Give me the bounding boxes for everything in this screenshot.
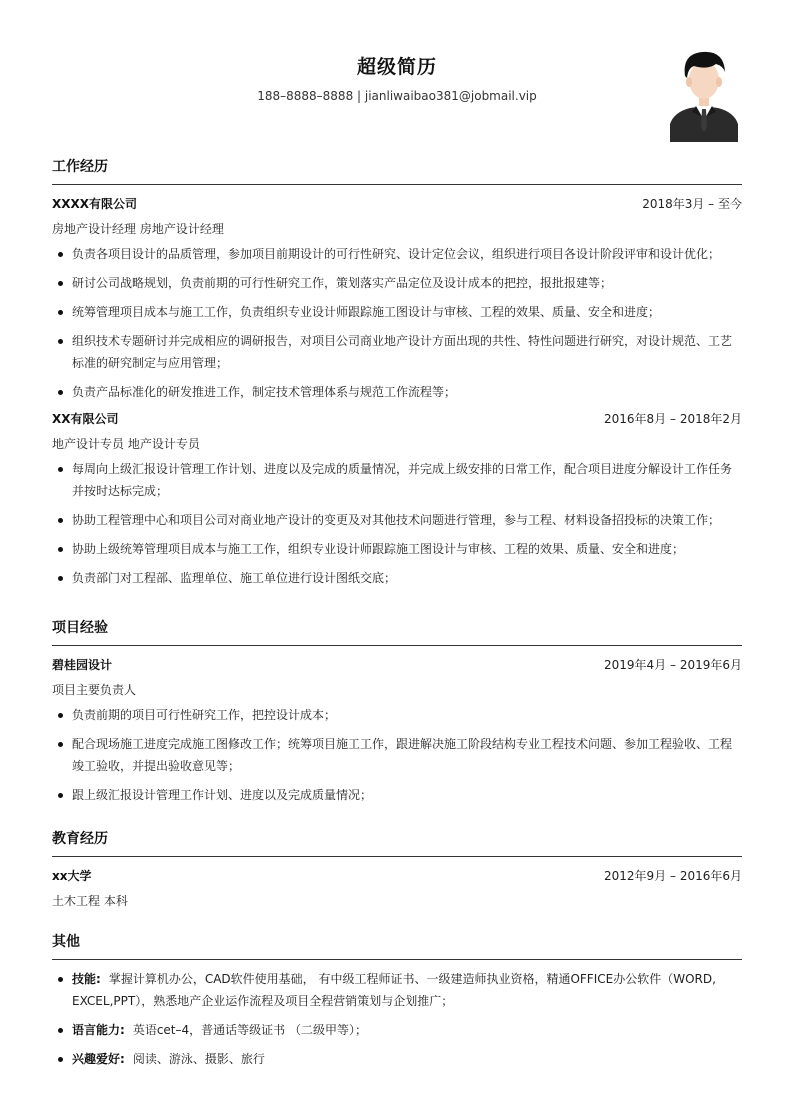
item-text: 阅读、游泳、摄影、旅行 bbox=[132, 1052, 265, 1066]
work-entry bbox=[52, 195, 742, 403]
list-item: 配合现场施工进度完成施工图修改工作；统筹项目施工工作，跟进解决施工阶段结构专业工程技术问题、参加工程验收、工程竣工验收，并提出验收意见等； bbox=[52, 733, 742, 777]
duty-list bbox=[52, 458, 742, 589]
section-title-education: 教育经历 bbox=[52, 828, 742, 857]
date-range: 2019年4月 – 2019年6月 bbox=[604, 658, 742, 672]
list-item: 协助上级统筹管理项目成本与施工工作，组织专业设计师跟踪施工图设计与审核、工程的效果、质量、安全和进度； bbox=[52, 538, 742, 560]
list-item bbox=[52, 1048, 742, 1070]
section-title-other: 其他 bbox=[52, 931, 742, 960]
work-section bbox=[52, 156, 742, 596]
list-item: 协助工程管理中心和项目公司对商业地产设计的变更及对其他技术问题进行管理，参与工程、材料设备招投标的决策工作； bbox=[52, 509, 742, 531]
duty-list bbox=[52, 243, 742, 403]
item-label: 语言能力: bbox=[72, 1023, 125, 1037]
project-entry bbox=[52, 656, 742, 806]
list-item: 统筹管理项目成本与施工工作，负责组织专业设计师跟踪施工图设计与审核、工程的效果、质量、安全和进度； bbox=[52, 301, 742, 323]
job-title: 房地产设计经理 房地产设计经理 bbox=[52, 222, 224, 236]
resume-name: 超级简历 bbox=[356, 56, 437, 78]
list-item: 组织技术专题研讨并完成相应的调研报告，对项目公司商业地产设计方面出现的共性、特性问题进行研究，对设计规范、工艺标准的研究制定与应用管理； bbox=[52, 330, 742, 374]
list-item bbox=[52, 1019, 742, 1041]
date-range: 2016年8月 – 2018年2月 bbox=[604, 412, 742, 426]
avatar bbox=[668, 46, 740, 142]
item-text: 掌握计算机办公，CAD软件使用基础， 有中级工程师证书、一级建造师执业资格，精通OFFICE办公软件（WORD, EXCEL,PPT），熟悉地产企业运作流程及项目全程营销策划与企划推广； bbox=[72, 972, 716, 1008]
person-avatar-icon bbox=[668, 46, 740, 142]
section-title-work: 工作经历 bbox=[52, 156, 742, 185]
project-section bbox=[52, 617, 742, 813]
school-name: xx大学 bbox=[52, 869, 92, 883]
company-name: XX有限公司 bbox=[52, 412, 119, 426]
contact-info: 188–8888–8888 | jianliwaibao381@jobmail.vip bbox=[257, 89, 537, 103]
list-item: 每周向上级汇报设计管理工作计划、进度以及完成的质量情况，并完成上级安排的日常工作，配合项目进度分解设计工作任务并按时达标完成； bbox=[52, 458, 742, 502]
list-item: 跟上级汇报设计管理工作计划、进度以及完成质量情况； bbox=[52, 784, 742, 806]
other-section bbox=[52, 931, 742, 1077]
education-section bbox=[52, 828, 742, 909]
item-label: 技能: bbox=[72, 972, 101, 986]
list-item bbox=[52, 968, 742, 1012]
section-title-project: 项目经验 bbox=[52, 617, 742, 646]
list-item: 负责前期的项目可行性研究工作，把控设计成本； bbox=[52, 704, 742, 726]
list-item: 负责部门对工程部、监理单位、施工单位进行设计图纸交底； bbox=[52, 567, 742, 589]
item-text: 英语cet–4，普通话等级证书 （二级甲等）； bbox=[132, 1023, 367, 1037]
date-range: 2012年9月 – 2016年6月 bbox=[604, 869, 742, 883]
date-range: 2018年3月 – 至今 bbox=[642, 197, 742, 211]
project-role: 项目主要负责人 bbox=[52, 683, 137, 697]
item-label: 兴趣爱好: bbox=[72, 1052, 125, 1066]
duty-list bbox=[52, 704, 742, 806]
work-entry bbox=[52, 410, 742, 589]
company-name: XXXX有限公司 bbox=[52, 197, 138, 211]
job-title: 地产设计专员 地产设计专员 bbox=[52, 437, 200, 451]
list-item: 研讨公司战略规划，负责前期的可行性研究工作，策划落实产品定位及设计成本的把控，报批报建等； bbox=[52, 272, 742, 294]
other-list bbox=[52, 968, 742, 1070]
major-degree: 土木工程 本科 bbox=[52, 894, 128, 908]
project-name: 碧桂园设计 bbox=[52, 658, 113, 672]
list-item: 负责各项目设计的品质管理，参加项目前期设计的可行性研究、设计定位会议，组织进行项目各设计阶段评审和设计优化； bbox=[52, 243, 742, 265]
list-item: 负责产品标准化的研发推进工作，制定技术管理体系与规范工作流程等； bbox=[52, 381, 742, 403]
